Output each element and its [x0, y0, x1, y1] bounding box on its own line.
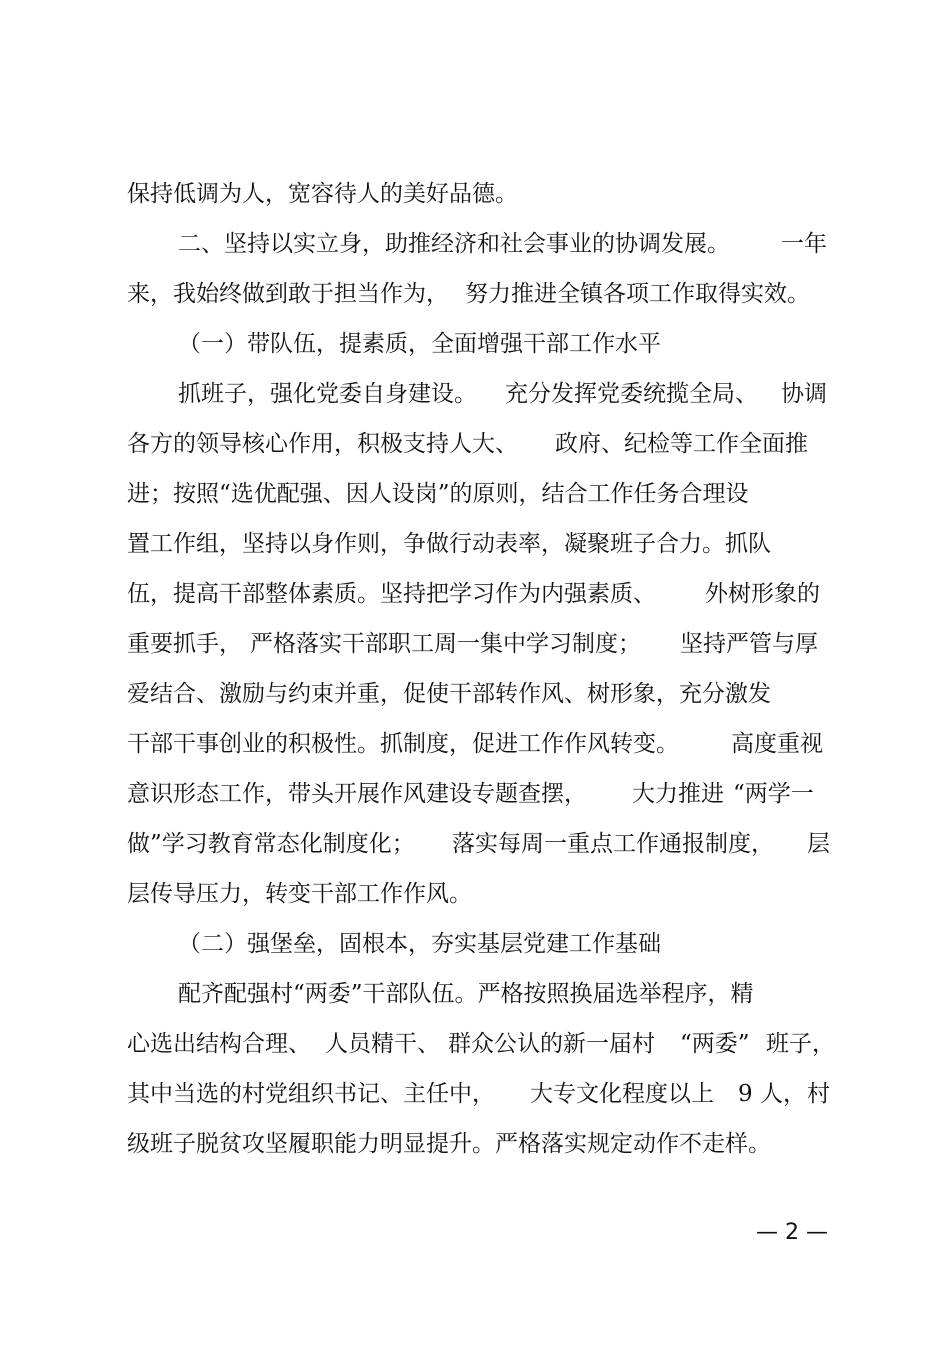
text-line-19 — [0, 1074, 950, 1114]
text-line-6 — [0, 424, 950, 464]
text-line-20 — [0, 1124, 950, 1164]
text-segment: 村 — [807, 1081, 830, 1107]
text-segment: 高度重视 — [731, 731, 823, 757]
text-segment: 重要抓手， — [127, 631, 242, 657]
text-line-17 — [0, 974, 950, 1014]
text-segment: “两委” — [680, 1031, 750, 1057]
text-segment: 其中当选的村党组织书记、主任中， — [127, 1081, 495, 1107]
text-segment: 充分发挥党委统揽全局、 — [505, 381, 758, 407]
text-segment: 外树形象的 — [705, 581, 820, 607]
page-number: — 2 — — [756, 1220, 828, 1245]
text-segment: 落实每周一重点工作通报制度， — [452, 831, 774, 857]
text-segment: 政府、纪检等工作全面推 — [555, 431, 808, 457]
text-segment: 协调 — [781, 381, 827, 407]
text-segment: 配齐配强村“两委”干部队伍。严格按照换届选举程序，精 — [178, 981, 754, 1007]
text-segment: 进；按照“选优配强、因人设岗”的原则，结合工作任务合理设 — [127, 481, 749, 507]
text-segment: 9 人， — [738, 1081, 806, 1107]
text-segment: （二）强堡垒，固根本，夯实基层党建工作基础 — [178, 931, 661, 957]
text-line-2 — [0, 224, 950, 264]
text-segment: 意识形态工作，带头开展作风建设专题查摆， — [127, 781, 587, 807]
text-segment: 大力推进 — [632, 781, 724, 807]
text-segment: （一）带队伍，提素质，全面增强干部工作水平 — [178, 331, 661, 357]
text-line-5 — [0, 374, 950, 414]
text-segment: 伍，提高干部整体素质。坚持把学习作为内强素质、 — [127, 581, 656, 607]
text-segment: “两学一 — [733, 781, 814, 807]
text-segment: 干部干事创业的积极性。抓制度，促进工作作风转变。 — [127, 731, 679, 757]
text-line-10 — [0, 624, 950, 664]
text-segment: 二、坚持以实立身，助推经济和社会事业的协调发展。 — [178, 231, 730, 257]
text-segment: 群众公认的新一届村 — [448, 1031, 655, 1057]
text-segment: 抓班子，强化党委自身建设。 — [178, 381, 477, 407]
text-segment: 努力推进全镇各项工作取得实效。 — [465, 281, 810, 307]
text-segment: 爱结合、激励与约束并重，促使干部转作风、树形象，充分激发 — [127, 681, 771, 707]
text-segment: 级班子脱贫攻坚履职能力明显提升。严格落实规定动作不走样。 — [127, 1131, 771, 1157]
text-segment: 来，我始终做到敢于担当作为， — [127, 281, 449, 307]
text-segment: 做”学习教育常态化制度化； — [127, 831, 415, 857]
text-segment: 班子， — [766, 1031, 835, 1057]
section-heading-1 — [0, 324, 950, 364]
text-line-12 — [0, 724, 950, 764]
text-line-9 — [0, 574, 950, 614]
text-segment: 严格落实干部职工周一集中学习制度； — [250, 631, 641, 657]
text-line-18 — [0, 1024, 950, 1064]
text-line-3 — [0, 274, 950, 314]
text-segment: 各方的领导核心作用，积极支持人大、 — [127, 431, 518, 457]
text-segment: 置工作组，坚持以身作则，争做行动表率，凝聚班子合力。抓队 — [127, 531, 771, 557]
text-segment: 层传导压力，转变干部工作作风。 — [127, 881, 472, 907]
text-segment: 大专文化程度以上 — [530, 1081, 714, 1107]
section-heading-2 — [0, 924, 950, 964]
text-segment: 层 — [807, 831, 830, 857]
text-line-8 — [0, 524, 950, 564]
text-segment: 心选出结构合理、 — [127, 1031, 311, 1057]
text-line-11 — [0, 674, 950, 714]
text-line-7 — [0, 474, 950, 514]
text-line-13 — [0, 774, 950, 814]
text-line-14 — [0, 824, 950, 864]
text-segment: 人员精干、 — [325, 1031, 440, 1057]
text-segment: 一年 — [781, 231, 827, 257]
text-line-15 — [0, 874, 950, 914]
text-line-1 — [0, 174, 950, 214]
text-segment: 坚持严管与厚 — [680, 631, 818, 657]
text-segment: 保持低调为人，宽容待人的美好品德。 — [127, 181, 518, 207]
